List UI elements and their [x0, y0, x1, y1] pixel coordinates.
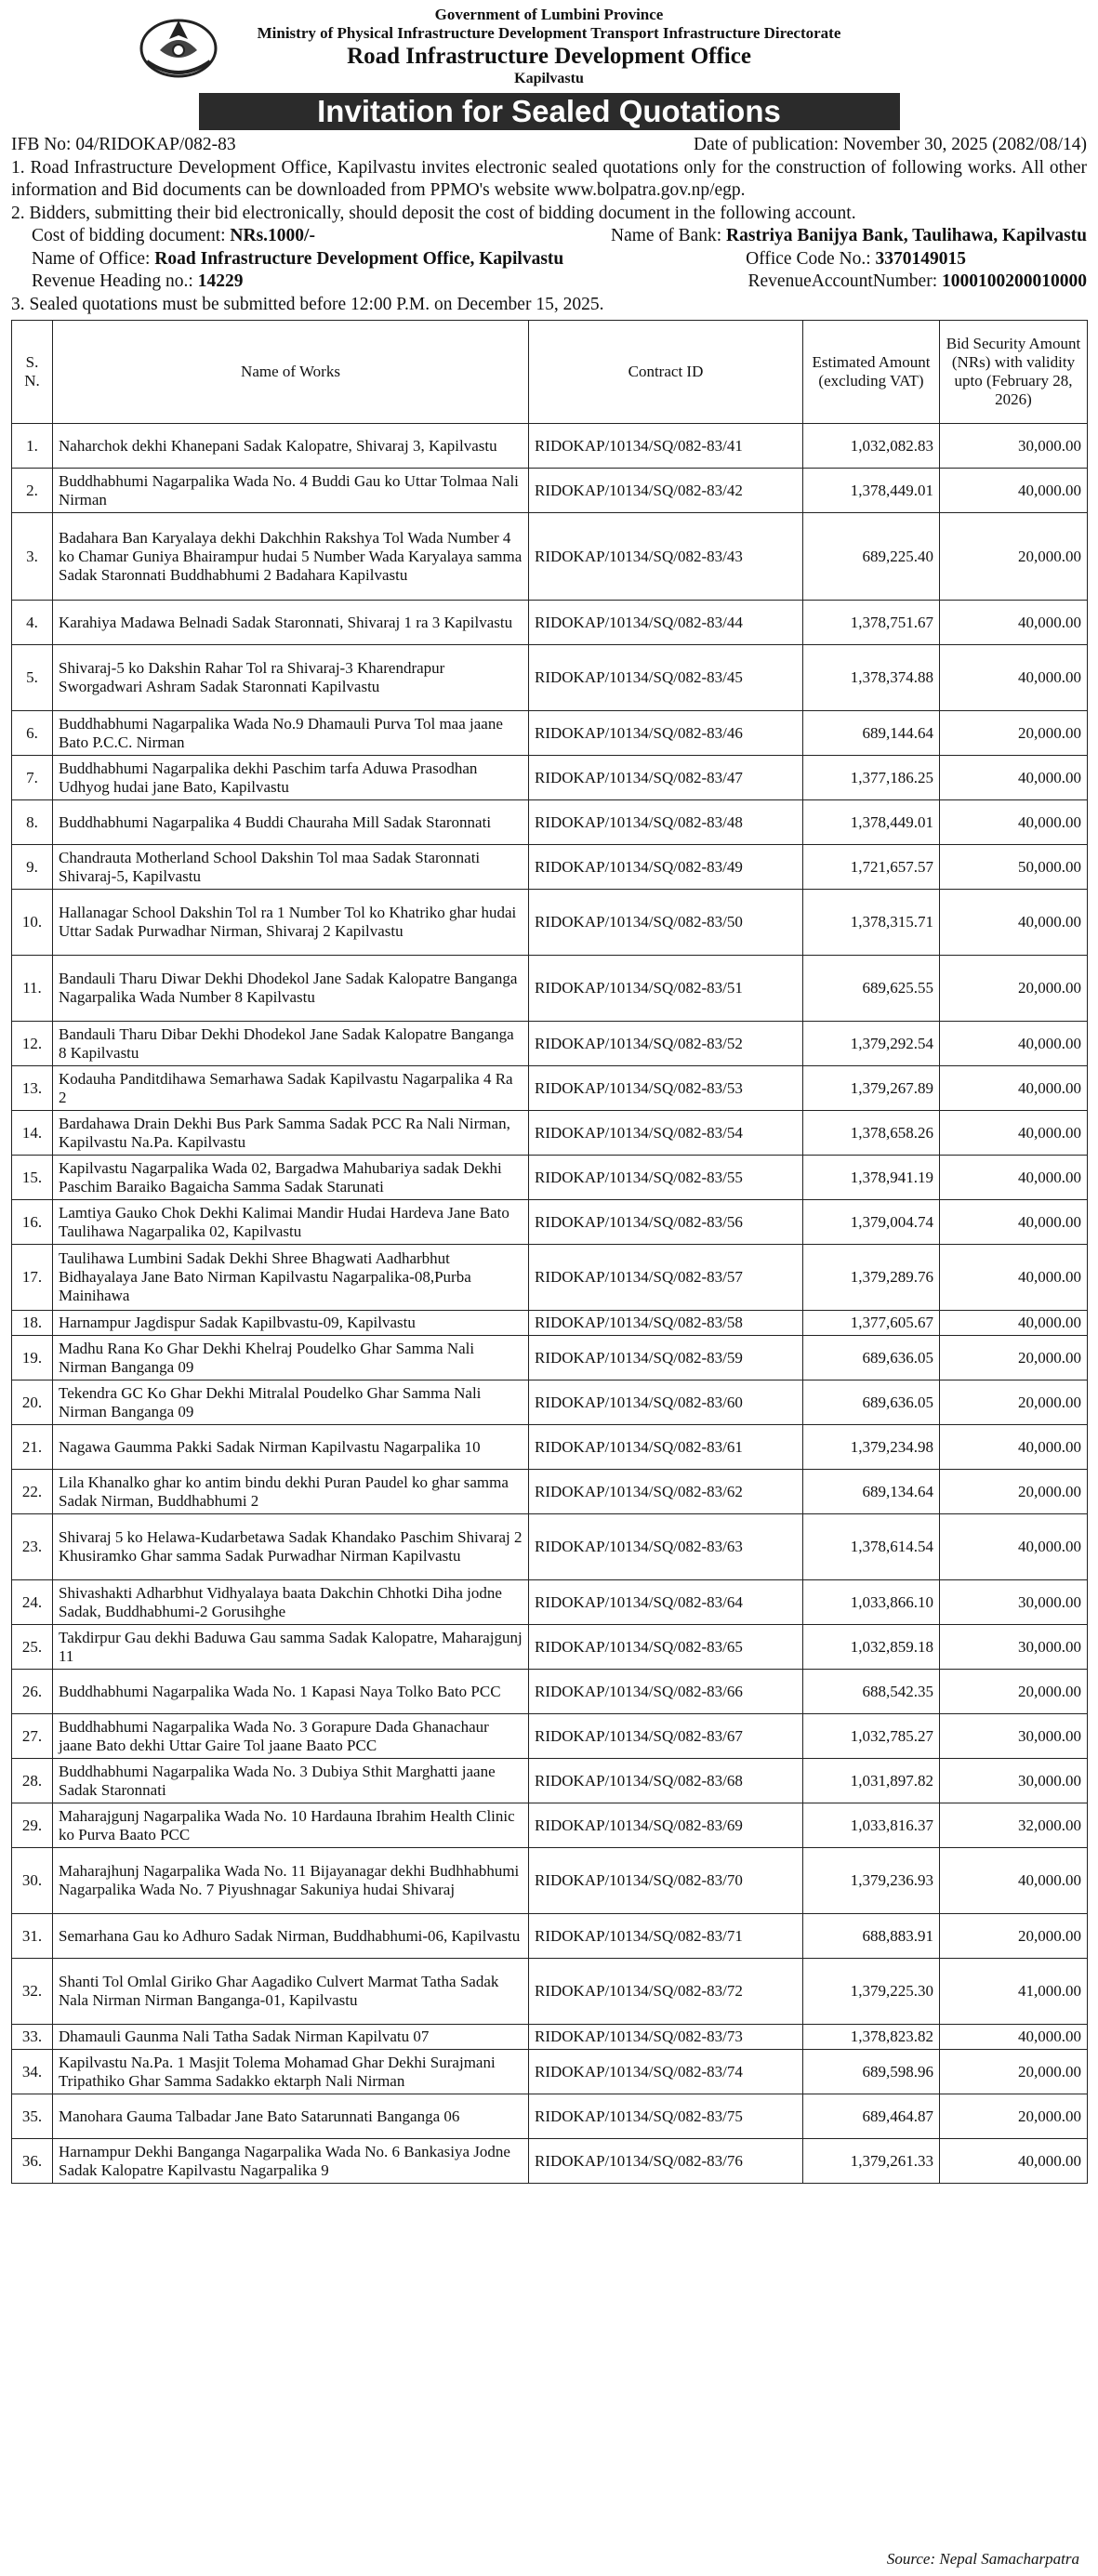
- table-row: [12, 1156, 1088, 1200]
- row-bid-security: 40,000.00: [940, 1311, 1088, 1336]
- row-work-name: Buddhabhumi Nagarpalika Wada No.9 Dhamauli Purva Tol maa jaane Bato P.C.C. Nirman: [53, 711, 529, 756]
- row-estimated-amount: 1,378,823.82: [803, 2025, 940, 2050]
- government-line: Government of Lumbini Province: [434, 6, 664, 23]
- table-row: [12, 1759, 1088, 1803]
- row-work-name: Karahiya Madawa Belnadi Sadak Staronnati, Shivaraj 1 ra 3 Kapilvastu: [53, 601, 529, 645]
- nepal-emblem-icon: [134, 7, 223, 80]
- row-bid-security: 30,000.00: [940, 1625, 1088, 1670]
- row-work-name: Bardahawa Drain Dekhi Bus Park Samma Sadak PCC Ra Nali Nirman, Kapilvastu Na.Pa. Kapilvastu: [53, 1111, 529, 1156]
- works-table: [11, 320, 1088, 2184]
- row-estimated-amount: 1,379,004.74: [803, 1200, 940, 1245]
- notice-banner: Invitation for Sealed Quotations: [199, 93, 900, 130]
- row-sn: 17.: [12, 1245, 53, 1311]
- table-header-row: [12, 321, 1088, 424]
- row-estimated-amount: 689,144.64: [803, 711, 940, 756]
- works-table-body: [12, 424, 1088, 2184]
- table-row: [12, 2050, 1088, 2094]
- row-estimated-amount: 689,636.05: [803, 1336, 940, 1380]
- row-estimated-amount: 1,377,605.67: [803, 1311, 940, 1336]
- row-sn: 28.: [12, 1759, 53, 1803]
- row-contract-id: RIDOKAP/10134/SQ/082-83/41: [529, 424, 803, 469]
- row-work-name: Kapilvastu Na.Pa. 1 Masjit Tolema Mohamad Ghar Dekhi Surajmani Tripathiko Ghar Samma Sadakko ektarph Nali Nirman: [53, 2050, 529, 2094]
- row-estimated-amount: 689,636.05: [803, 1380, 940, 1425]
- row-estimated-amount: 1,378,449.01: [803, 800, 940, 845]
- table-row: [12, 1425, 1088, 1470]
- row-bid-security: 20,000.00: [940, 1470, 1088, 1514]
- row-contract-id: RIDOKAP/10134/SQ/082-83/50: [529, 890, 803, 956]
- row-sn: 20.: [12, 1380, 53, 1425]
- row-work-name: Semarhana Gau ko Adhuro Sadak Nirman, Buddhabhumi-06, Kapilvastu: [53, 1914, 529, 1959]
- row-estimated-amount: 1,379,236.93: [803, 1848, 940, 1914]
- table-row: [12, 1848, 1088, 1914]
- table-row: [12, 1470, 1088, 1514]
- header-estimated-amount: Estimated Amount (excluding VAT): [803, 321, 940, 424]
- row-sn: 31.: [12, 1914, 53, 1959]
- table-row: [12, 1022, 1088, 1066]
- row-work-name: Maharajhunj Nagarpalika Wada No. 11 Bijayanagar dekhi Budhhabhumi Nagarpalika Wada No. 7 Piyushnagar Sakuniya hudai Shivaraj: [53, 1848, 529, 1914]
- row-work-name: Takdirpur Gau dekhi Baduwa Gau samma Sadak Kalopatre, Maharajgunj 11: [53, 1625, 529, 1670]
- row-estimated-amount: 689,225.40: [803, 513, 940, 601]
- row-contract-id: RIDOKAP/10134/SQ/082-83/75: [529, 2094, 803, 2139]
- row-work-name: Shivashakti Adharbhut Vidhyalaya baata Dakchin Chhotki Diha jodne Sadak, Buddhabhumi-2 Gorusihghe: [53, 1580, 529, 1625]
- row-sn: 21.: [12, 1425, 53, 1470]
- row-contract-id: RIDOKAP/10134/SQ/082-83/63: [529, 1514, 803, 1580]
- row-contract-id: RIDOKAP/10134/SQ/082-83/74: [529, 2050, 803, 2094]
- table-row: [12, 469, 1088, 513]
- row-bid-security: 40,000.00: [940, 800, 1088, 845]
- row-estimated-amount: 1,378,374.88: [803, 645, 940, 711]
- row-work-name: Lamtiya Gauko Chok Dekhi Kalimai Mandir Hudai Hardeva Jane Bato Taulihawa Nagarpalika 02, Kapilvastu: [53, 1200, 529, 1245]
- row-sn: 4.: [12, 601, 53, 645]
- row-sn: 6.: [12, 711, 53, 756]
- row-contract-id: RIDOKAP/10134/SQ/082-83/70: [529, 1848, 803, 1914]
- row-contract-id: RIDOKAP/10134/SQ/082-83/57: [529, 1245, 803, 1311]
- row-contract-id: RIDOKAP/10134/SQ/082-83/67: [529, 1714, 803, 1759]
- row-sn: 33.: [12, 2025, 53, 2050]
- row-contract-id: RIDOKAP/10134/SQ/082-83/71: [529, 1914, 803, 1959]
- row-contract-id: RIDOKAP/10134/SQ/082-83/51: [529, 956, 803, 1022]
- row-work-name: Buddhabhumi Nagarpalika dekhi Paschim tarfa Aduwa Prasodhan Udhyog hudai jane Bato, Kapilvastu: [53, 756, 529, 800]
- row-sn: 22.: [12, 1470, 53, 1514]
- row-contract-id: RIDOKAP/10134/SQ/082-83/69: [529, 1803, 803, 1848]
- row-bid-security: 41,000.00: [940, 1959, 1088, 2025]
- row-estimated-amount: 688,883.91: [803, 1914, 940, 1959]
- table-row: [12, 1670, 1088, 1714]
- row-sn: 30.: [12, 1848, 53, 1914]
- row-contract-id: RIDOKAP/10134/SQ/082-83/42: [529, 469, 803, 513]
- table-row: [12, 1066, 1088, 1111]
- row-work-name: Madhu Rana Ko Ghar Dekhi Khelraj Poudelko Ghar Samma Nali Nirman Banganga 09: [53, 1336, 529, 1380]
- office-name: Name of Office: Road Infrastructure Development Office, Kapilvastu: [32, 248, 564, 269]
- row-contract-id: RIDOKAP/10134/SQ/082-83/52: [529, 1022, 803, 1066]
- row-bid-security: 20,000.00: [940, 1670, 1088, 1714]
- row-work-name: Manohara Gauma Talbadar Jane Bato Satarunnati Banganga 06: [53, 2094, 529, 2139]
- row-estimated-amount: 1,378,315.71: [803, 890, 940, 956]
- row-work-name: Shanti Tol Omlal Giriko Ghar Aagadiko Culvert Marmat Tatha Sadak Nala Nirman Nirman Banganga-01, Kapilvastu: [53, 1959, 529, 2025]
- row-estimated-amount: 1,379,289.76: [803, 1245, 940, 1311]
- row-bid-security: 40,000.00: [940, 1848, 1088, 1914]
- row-bid-security: 40,000.00: [940, 1066, 1088, 1111]
- row-contract-id: RIDOKAP/10134/SQ/082-83/73: [529, 2025, 803, 2050]
- row-contract-id: RIDOKAP/10134/SQ/082-83/49: [529, 845, 803, 890]
- row-sn: 35.: [12, 2094, 53, 2139]
- row-work-name: Dhamauli Gaunma Nali Tatha Sadak Nirman Kapilvatu 07: [53, 2025, 529, 2050]
- row-estimated-amount: 689,598.96: [803, 2050, 940, 2094]
- row-estimated-amount: 1,379,225.30: [803, 1959, 940, 2025]
- row-bid-security: 20,000.00: [940, 1914, 1088, 1959]
- row-estimated-amount: 1,032,082.83: [803, 424, 940, 469]
- row-sn: 36.: [12, 2139, 53, 2184]
- table-row: [12, 890, 1088, 956]
- row-work-name: Buddhabhumi Nagarpalika 4 Buddi Chauraha Mill Sadak Staronnati: [53, 800, 529, 845]
- table-row: [12, 513, 1088, 601]
- table-row: [12, 1625, 1088, 1670]
- row-contract-id: RIDOKAP/10134/SQ/082-83/45: [529, 645, 803, 711]
- row-work-name: Buddhabhumi Nagarpalika Wada No. 3 Dubiya Sthit Marghatti jaane Sadak Staronnati: [53, 1759, 529, 1803]
- row-estimated-amount: 1,378,658.26: [803, 1111, 940, 1156]
- row-bid-security: 40,000.00: [940, 1514, 1088, 1580]
- row-work-name: Kapilvastu Nagarpalika Wada 02, Bargadwa Mahubariya sadak Dekhi Paschim Baraiko Bagaicha Samma Sadak Starunati: [53, 1156, 529, 1200]
- table-row: [12, 1111, 1088, 1156]
- header-sn: S. N.: [12, 321, 53, 424]
- row-contract-id: RIDOKAP/10134/SQ/082-83/60: [529, 1380, 803, 1425]
- table-row: [12, 1803, 1088, 1848]
- row-bid-security: 30,000.00: [940, 424, 1088, 469]
- row-contract-id: RIDOKAP/10134/SQ/082-83/46: [529, 711, 803, 756]
- table-row: [12, 424, 1088, 469]
- row-bid-security: 40,000.00: [940, 1111, 1088, 1156]
- row-sn: 3.: [12, 513, 53, 601]
- row-sn: 14.: [12, 1111, 53, 1156]
- row-bid-security: 20,000.00: [940, 513, 1088, 601]
- publication-date: Date of publication: November 30, 2025 (2082/08/14): [694, 135, 1087, 154]
- row-contract-id: RIDOKAP/10134/SQ/082-83/55: [529, 1156, 803, 1200]
- row-bid-security: 40,000.00: [940, 890, 1088, 956]
- row-sn: 11.: [12, 956, 53, 1022]
- table-row: [12, 1200, 1088, 1245]
- row-estimated-amount: 689,134.64: [803, 1470, 940, 1514]
- header-bid-security: Bid Security Amount (NRs) with validity upto (February 28, 2026): [940, 321, 1088, 424]
- paragraph-1: 1. Road Infrastructure Development Office, Kapilvastu invites electronic sealed quotations only for the construction of following works. All other information and Bid documents can be downloaded from PPMO's website www.bolpatra.gov.np/egp.: [11, 157, 1087, 200]
- row-work-name: Buddhabhumi Nagarpalika Wada No. 1 Kapasi Naya Tolko Bato PCC: [53, 1670, 529, 1714]
- row-estimated-amount: 1,378,614.54: [803, 1514, 940, 1580]
- row-estimated-amount: 1,378,449.01: [803, 469, 940, 513]
- row-contract-id: RIDOKAP/10134/SQ/082-83/64: [529, 1580, 803, 1625]
- table-row: [12, 800, 1088, 845]
- row-sn: 12.: [12, 1022, 53, 1066]
- office-title: Road Infrastructure Development Office: [347, 44, 751, 69]
- row-work-name: Kodauha Panditdihawa Semarhawa Sadak Kapilvastu Nagarpalika 4 Ra 2: [53, 1066, 529, 1111]
- row-estimated-amount: 1,379,267.89: [803, 1066, 940, 1111]
- row-sn: 25.: [12, 1625, 53, 1670]
- row-work-name: Hallanagar School Dakshin Tol ra 1 Number Tol ko Khatriko ghar hudai Uttar Sadak Purwadhar Nirman, Shivaraj 2 Kapilvastu: [53, 890, 529, 956]
- row-bid-security: 20,000.00: [940, 1336, 1088, 1380]
- row-work-name: Taulihawa Lumbini Sadak Dekhi Shree Bhagwati Aadharbhut Bidhayalaya Jane Bato Nirman Kapilvastu Nagarpalika-08,Purba Mainihawa: [53, 1245, 529, 1311]
- row-bid-security: 20,000.00: [940, 956, 1088, 1022]
- table-row: [12, 2094, 1088, 2139]
- office-code: Office Code No.: 3370149015: [746, 248, 966, 269]
- row-sn: 5.: [12, 645, 53, 711]
- row-work-name: Nagawa Gaumma Pakki Sadak Nirman Kapilvastu Nagarpalika 10: [53, 1425, 529, 1470]
- row-work-name: Naharchok dekhi Khanepani Sadak Kalopatre, Shivaraj 3, Kapilvastu: [53, 424, 529, 469]
- row-bid-security: 30,000.00: [940, 1714, 1088, 1759]
- row-estimated-amount: 1,031,897.82: [803, 1759, 940, 1803]
- table-row: [12, 1959, 1088, 2025]
- row-contract-id: RIDOKAP/10134/SQ/082-83/65: [529, 1625, 803, 1670]
- row-estimated-amount: 689,625.55: [803, 956, 940, 1022]
- row-contract-id: RIDOKAP/10134/SQ/082-83/76: [529, 2139, 803, 2184]
- row-estimated-amount: 1,721,657.57: [803, 845, 940, 890]
- row-sn: 19.: [12, 1336, 53, 1380]
- table-row: [12, 1245, 1088, 1311]
- table-row: [12, 956, 1088, 1022]
- row-work-name: Bandauli Tharu Diwar Dekhi Dhodekol Jane Sadak Kalopatre Banganga Nagarpalika Wada Number 8 Kapilvastu: [53, 956, 529, 1022]
- row-bid-security: 20,000.00: [940, 711, 1088, 756]
- row-bid-security: 40,000.00: [940, 645, 1088, 711]
- row-bid-security: 40,000.00: [940, 601, 1088, 645]
- row-sn: 1.: [12, 424, 53, 469]
- header-contract-id: Contract ID: [529, 321, 803, 424]
- row-bid-security: 40,000.00: [940, 2025, 1088, 2050]
- row-sn: 8.: [12, 800, 53, 845]
- row-contract-id: RIDOKAP/10134/SQ/082-83/66: [529, 1670, 803, 1714]
- row-work-name: Harnampur Dekhi Banganga Nagarpalika Wada No. 6 Bankasiya Jodne Sadak Kalopatre Kapilvastu Nagarpalika 9: [53, 2139, 529, 2184]
- row-estimated-amount: 689,464.87: [803, 2094, 940, 2139]
- office-location: Kapilvastu: [514, 71, 584, 86]
- row-work-name: Bandauli Tharu Dibar Dekhi Dhodekol Jane Sadak Kalopatre Banganga 8 Kapilvastu: [53, 1022, 529, 1066]
- table-row: [12, 1580, 1088, 1625]
- row-bid-security: 30,000.00: [940, 1580, 1088, 1625]
- row-sn: 7.: [12, 756, 53, 800]
- row-sn: 2.: [12, 469, 53, 513]
- row-work-name: Chandrauta Motherland School Dakshin Tol maa Sadak Staronnati Shivaraj-5, Kapilvastu: [53, 845, 529, 890]
- row-contract-id: RIDOKAP/10134/SQ/082-83/53: [529, 1066, 803, 1111]
- row-sn: 15.: [12, 1156, 53, 1200]
- row-estimated-amount: 1,379,234.98: [803, 1425, 940, 1470]
- table-row: [12, 756, 1088, 800]
- row-sn: 10.: [12, 890, 53, 956]
- row-bid-security: 40,000.00: [940, 756, 1088, 800]
- row-sn: 16.: [12, 1200, 53, 1245]
- row-sn: 13.: [12, 1066, 53, 1111]
- row-sn: 27.: [12, 1714, 53, 1759]
- row-sn: 23.: [12, 1514, 53, 1580]
- table-row: [12, 1336, 1088, 1380]
- table-row: [12, 1914, 1088, 1959]
- row-contract-id: RIDOKAP/10134/SQ/082-83/48: [529, 800, 803, 845]
- row-contract-id: RIDOKAP/10134/SQ/082-83/56: [529, 1200, 803, 1245]
- revenue-heading: Revenue Heading no.: 14229: [32, 271, 244, 291]
- row-sn: 26.: [12, 1670, 53, 1714]
- row-bid-security: 20,000.00: [940, 2050, 1088, 2094]
- row-work-name: Buddhabhumi Nagarpalika Wada No. 4 Buddi Gau ko Uttar Tolmaa Nali Nirman: [53, 469, 529, 513]
- row-contract-id: RIDOKAP/10134/SQ/082-83/72: [529, 1959, 803, 2025]
- row-estimated-amount: 1,378,751.67: [803, 601, 940, 645]
- row-sn: 29.: [12, 1803, 53, 1848]
- row-sn: 32.: [12, 1959, 53, 2025]
- row-estimated-amount: 1,379,292.54: [803, 1022, 940, 1066]
- row-work-name: Tekendra GC Ko Ghar Dekhi Mitralal Poudelko Ghar Samma Nali Nirman Banganga 09: [53, 1380, 529, 1425]
- row-sn: 34.: [12, 2050, 53, 2094]
- row-contract-id: RIDOKAP/10134/SQ/082-83/43: [529, 513, 803, 601]
- revenue-account: RevenueAccountNumber: 1000100200010000: [747, 271, 1087, 291]
- row-bid-security: 40,000.00: [940, 1245, 1088, 1311]
- row-estimated-amount: 688,542.35: [803, 1670, 940, 1714]
- row-contract-id: RIDOKAP/10134/SQ/082-83/61: [529, 1425, 803, 1470]
- ifb-number: IFB No: 04/RIDOKAP/082-83: [11, 135, 236, 154]
- cost-of-bidding: Cost of bidding document: NRs.1000/-: [32, 226, 315, 245]
- table-row: [12, 1714, 1088, 1759]
- row-estimated-amount: 1,033,866.10: [803, 1580, 940, 1625]
- row-contract-id: RIDOKAP/10134/SQ/082-83/62: [529, 1470, 803, 1514]
- row-estimated-amount: 1,378,941.19: [803, 1156, 940, 1200]
- row-bid-security: 20,000.00: [940, 2094, 1088, 2139]
- table-row: [12, 1514, 1088, 1580]
- row-estimated-amount: 1,033,816.37: [803, 1803, 940, 1848]
- table-row: [12, 845, 1088, 890]
- source-credit: Source: Nepal Samacharpatra: [886, 2550, 1079, 2568]
- row-contract-id: RIDOKAP/10134/SQ/082-83/68: [529, 1759, 803, 1803]
- table-row: [12, 645, 1088, 711]
- row-estimated-amount: 1,377,186.25: [803, 756, 940, 800]
- row-work-name: Buddhabhumi Nagarpalika Wada No. 3 Gorapure Dada Ghanachaur jaane Bato dekhi Uttar Gaire Tol jaane Baato PCC: [53, 1714, 529, 1759]
- row-work-name: Maharajgunj Nagarpalika Wada No. 10 Hardauna Ibrahim Health Clinic ko Purva Baato PCC: [53, 1803, 529, 1848]
- row-bid-security: 40,000.00: [940, 1200, 1088, 1245]
- header-name-of-works: Name of Works: [53, 321, 529, 424]
- row-contract-id: RIDOKAP/10134/SQ/082-83/59: [529, 1336, 803, 1380]
- row-estimated-amount: 1,379,261.33: [803, 2139, 940, 2184]
- paragraph-3: 3. Sealed quotations must be submitted before 12:00 P.M. on December 15, 2025.: [11, 294, 604, 314]
- row-work-name: Shivaraj-5 ko Dakshin Rahar Tol ra Shivaraj-3 Kharendrapur Sworgadwari Ashram Sadak Staronnati Kapilvastu: [53, 645, 529, 711]
- row-bid-security: 20,000.00: [940, 1380, 1088, 1425]
- row-work-name: Lila Khanalko ghar ko antim bindu dekhi Puran Paudel ko ghar samma Sadak Nirman, Buddhabhumi 2: [53, 1470, 529, 1514]
- row-bid-security: 40,000.00: [940, 2139, 1088, 2184]
- row-sn: 24.: [12, 1580, 53, 1625]
- row-contract-id: RIDOKAP/10134/SQ/082-83/58: [529, 1311, 803, 1336]
- row-sn: 9.: [12, 845, 53, 890]
- row-estimated-amount: 1,032,785.27: [803, 1714, 940, 1759]
- table-row: [12, 1380, 1088, 1425]
- row-bid-security: 30,000.00: [940, 1759, 1088, 1803]
- table-row: [12, 2139, 1088, 2184]
- table-row: [12, 601, 1088, 645]
- row-work-name: Shivaraj 5 ko Helawa-Kudarbetawa Sadak Khandako Paschim Shivaraj 2 Khusiramko Ghar samma Sadak Purwadhar Nirman Kapilvastu: [53, 1514, 529, 1580]
- paragraph-2: 2. Bidders, submitting their bid electronically, should deposit the cost of bidding document in the following account.: [11, 203, 856, 223]
- row-bid-security: 40,000.00: [940, 469, 1088, 513]
- row-work-name: Badahara Ban Karyalaya dekhi Dakchhin Rakshya Tol Wada Number 4 ko Chamar Guniya Bhairampur hudai 5 Number Wada Karyalaya samma Sadak Staronnati Buddhabhumi 2 Badahara Kapilvastu: [53, 513, 529, 601]
- row-sn: 18.: [12, 1311, 53, 1336]
- row-contract-id: RIDOKAP/10134/SQ/082-83/47: [529, 756, 803, 800]
- notice-header: [11, 6, 1087, 91]
- table-row: [12, 1311, 1088, 1336]
- row-estimated-amount: 1,032,859.18: [803, 1625, 940, 1670]
- row-bid-security: 40,000.00: [940, 1156, 1088, 1200]
- row-work-name: Harnampur Jagdispur Sadak Kapilbvastu-09, Kapilvastu: [53, 1311, 529, 1336]
- row-bid-security: 40,000.00: [940, 1022, 1088, 1066]
- row-bid-security: 40,000.00: [940, 1425, 1088, 1470]
- row-contract-id: RIDOKAP/10134/SQ/082-83/44: [529, 601, 803, 645]
- bank-name: Name of Bank: Rastriya Banijya Bank, Taulihawa, Kapilvastu: [611, 226, 1087, 245]
- ministry-line: Ministry of Physical Infrastructure Development Transport Infrastructure Directorate: [257, 24, 841, 42]
- notice-info: [11, 134, 1087, 316]
- table-row: [12, 711, 1088, 756]
- table-row: [12, 2025, 1088, 2050]
- row-bid-security: 50,000.00: [940, 845, 1088, 890]
- row-contract-id: RIDOKAP/10134/SQ/082-83/54: [529, 1111, 803, 1156]
- row-bid-security: 32,000.00: [940, 1803, 1088, 1848]
